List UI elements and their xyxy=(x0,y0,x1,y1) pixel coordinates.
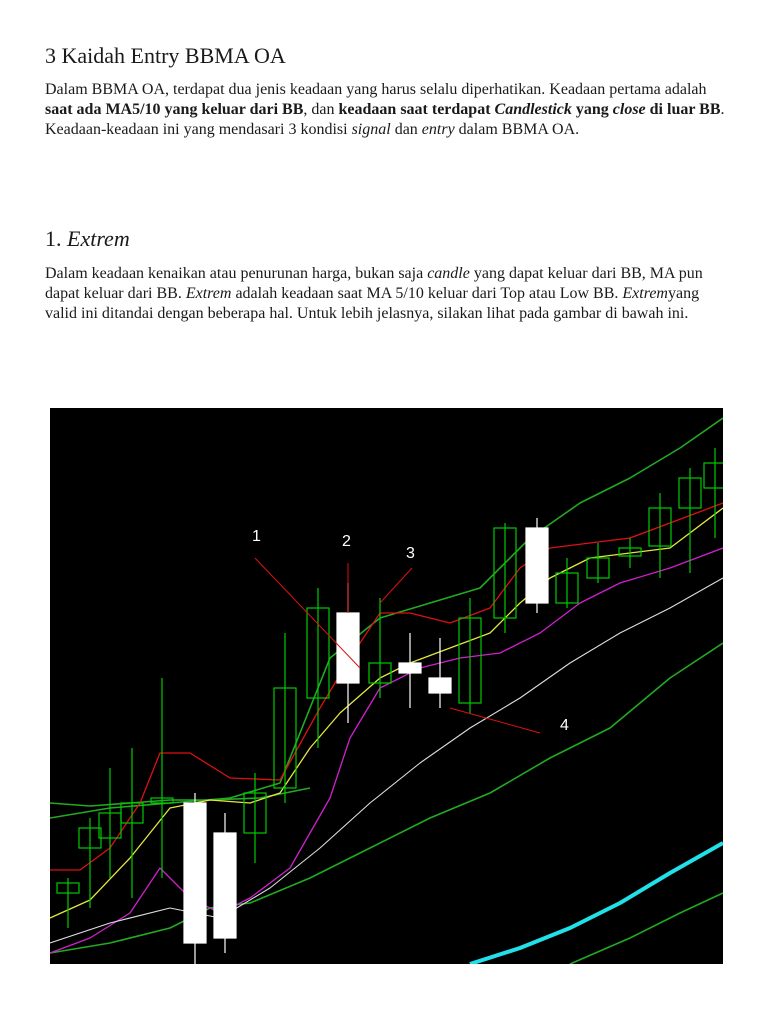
intro-bold-1: saat ada MA5/10 yang keluar dari BB xyxy=(45,101,304,118)
ma10-yellow-line xyxy=(50,508,723,918)
bb-top-line xyxy=(50,418,723,818)
annotation-label-4: 4 xyxy=(560,717,569,734)
ma-cyan-line xyxy=(470,843,723,964)
candle-body-22 xyxy=(704,463,723,488)
intro-bold-3: yang xyxy=(571,101,613,118)
intro-italic-1: signal xyxy=(351,121,391,138)
section-number: 1. xyxy=(45,226,67,251)
annotation-label-2: 2 xyxy=(342,533,351,550)
ma5-red-line xyxy=(50,503,723,870)
candle-body-16 xyxy=(526,528,548,603)
intro-bold-4: di luar BB xyxy=(645,101,721,118)
ma-white-line xyxy=(50,578,723,943)
candle-body-6 xyxy=(214,833,236,938)
annotation-pointer-3 xyxy=(380,568,412,603)
extrem-text-3: adalah keadaan saat MA 5/10 keluar dari Top atau Low BB. xyxy=(231,285,623,302)
candle-body-13 xyxy=(429,678,451,693)
intro-bold-italic-2: close xyxy=(612,101,646,118)
intro-text-4: dan xyxy=(390,121,422,138)
intro-bold-italic-1: Candlestick xyxy=(494,101,572,118)
extrem-italic-2: Extrem xyxy=(185,285,232,302)
extrem-paragraph xyxy=(45,264,730,324)
ma-magenta-line xyxy=(50,548,723,953)
extrem-italic-3: Extrem xyxy=(622,285,668,302)
extrem-text-1: Dalam keadaan kenaikan atau penurunan harga, bukan saja xyxy=(45,265,428,282)
extrem-text-2: yang dapat keluar dari BB, MA pun dapat keluar dari BB. xyxy=(45,265,703,302)
intro-paragraph xyxy=(45,80,730,140)
section-title: Extrem xyxy=(67,226,130,251)
intro-text-3: . Keadaan-keadaan ini yang mendasari 3 kondisi xyxy=(45,101,725,138)
intro-bold-2: keadaan saat terdapat xyxy=(338,101,495,118)
intro-text-2: , dan xyxy=(303,101,339,118)
section-heading-extrem xyxy=(45,226,130,252)
annotation-label-3: 3 xyxy=(406,545,415,562)
annotation-label-1: 1 xyxy=(252,528,261,545)
bb-upper-short-line xyxy=(50,788,310,806)
candle-body-5 xyxy=(184,803,206,943)
intro-italic-2: entry xyxy=(421,121,455,138)
intro-text-1: Dalam BBMA OA, terdapat dua jenis keadaan yang harus selalu diperhatikan. Keadaan pertama adalah xyxy=(45,81,707,98)
extrem-text-4: yang valid ini ditandai dengan beberapa hal. Untuk lebih jelasnya, silakan lihat pada gambar di bawah ini. xyxy=(45,285,700,322)
intro-text-5: dalam BBMA OA. xyxy=(454,121,580,138)
document-title: 3 Kaidah Entry BBMA OA xyxy=(45,43,286,68)
candle-body-12 xyxy=(399,663,421,673)
candlestick-chart xyxy=(50,408,723,964)
extrem-italic-1: candle xyxy=(427,265,470,282)
bb-lower-right-line xyxy=(570,893,723,964)
annotation-pointer-4 xyxy=(450,708,540,733)
trading-chart-image xyxy=(50,408,723,964)
